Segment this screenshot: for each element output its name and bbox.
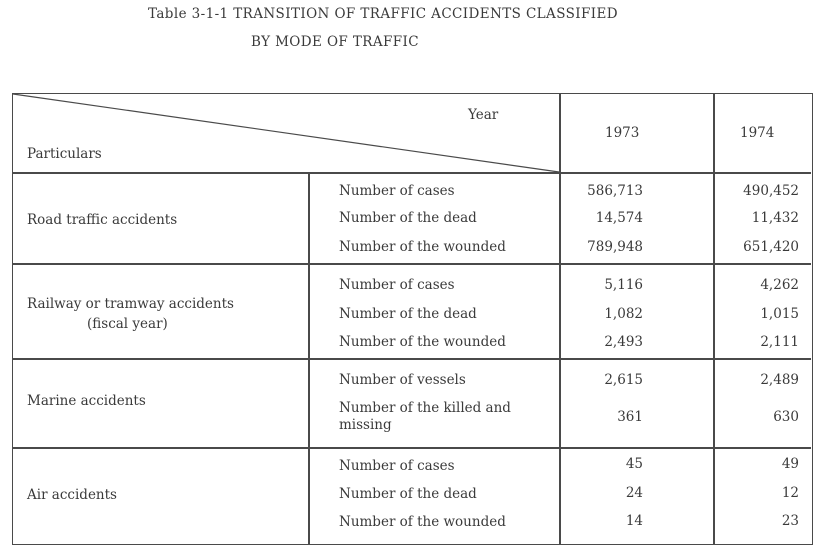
row-label: Number of the wounded bbox=[339, 514, 506, 530]
row-label: Number of the wounded bbox=[339, 334, 506, 350]
row-label: Number of the dead bbox=[339, 486, 477, 502]
value-1973: 361 bbox=[617, 409, 643, 425]
value-1973: 2,615 bbox=[604, 372, 643, 388]
value-1973: 2,493 bbox=[604, 334, 643, 350]
value-1973: 1,082 bbox=[604, 306, 643, 322]
group-name-air: Air accidents bbox=[27, 487, 117, 503]
value-1974: 49 bbox=[781, 456, 799, 472]
row-label: Number of the dead bbox=[339, 210, 477, 226]
value-1973: 24 bbox=[625, 485, 643, 501]
year-1973-header: 1973 bbox=[605, 125, 640, 141]
value-1974: 2,489 bbox=[760, 372, 799, 388]
value-1973: 5,116 bbox=[604, 277, 643, 293]
railway-group-bottom-rule bbox=[13, 358, 811, 360]
value-1974: 12 bbox=[781, 485, 799, 501]
table-title-line-1: Table 3-1-1 TRANSITION OF TRAFFIC ACCIDENTS CLASSIFIED bbox=[148, 6, 618, 22]
value-1974: 1,015 bbox=[760, 306, 799, 322]
value-1973: 14 bbox=[625, 513, 643, 529]
row-label: Number of cases bbox=[339, 458, 455, 474]
value-1973: 789,948 bbox=[587, 239, 643, 255]
row-label: Number of vessels bbox=[339, 372, 466, 388]
row-label: Number of the killed and missing bbox=[339, 400, 511, 433]
value-1974: 490,452 bbox=[743, 183, 799, 199]
value-1974: 651,420 bbox=[743, 239, 799, 255]
road-group-bottom-rule bbox=[13, 263, 811, 265]
group-name-road: Road traffic accidents bbox=[27, 212, 178, 228]
group-name-railway: Railway or tramway accidents bbox=[27, 296, 234, 312]
value-1973: 45 bbox=[625, 456, 643, 472]
value-1974: 11,432 bbox=[751, 210, 799, 226]
row-label: Number of the wounded bbox=[339, 239, 506, 255]
group-subname-railway: (fiscal year) bbox=[87, 316, 168, 332]
table-title-line-2: BY MODE OF TRAFFIC bbox=[251, 34, 419, 50]
header-diagonal-rule bbox=[12, 93, 572, 175]
value-1973: 14,574 bbox=[595, 210, 643, 226]
year-1974-column-rule bbox=[713, 94, 715, 544]
value-1974: 630 bbox=[773, 409, 799, 425]
year-1974-header: 1974 bbox=[740, 125, 775, 141]
row-label: Number of the dead bbox=[339, 306, 477, 322]
value-1974: 4,262 bbox=[760, 277, 799, 293]
value-1973: 586,713 bbox=[587, 183, 643, 199]
row-label: Number of cases bbox=[339, 277, 455, 293]
year-header: Year bbox=[468, 107, 499, 123]
marine-group-bottom-rule bbox=[13, 447, 811, 449]
row-label: Number of cases bbox=[339, 183, 455, 199]
label-column-rule bbox=[308, 172, 310, 544]
value-1974: 2,111 bbox=[760, 334, 799, 350]
group-name-marine: Marine accidents bbox=[27, 393, 146, 409]
particulars-header: Particulars bbox=[27, 146, 102, 162]
value-1974: 23 bbox=[781, 513, 799, 529]
